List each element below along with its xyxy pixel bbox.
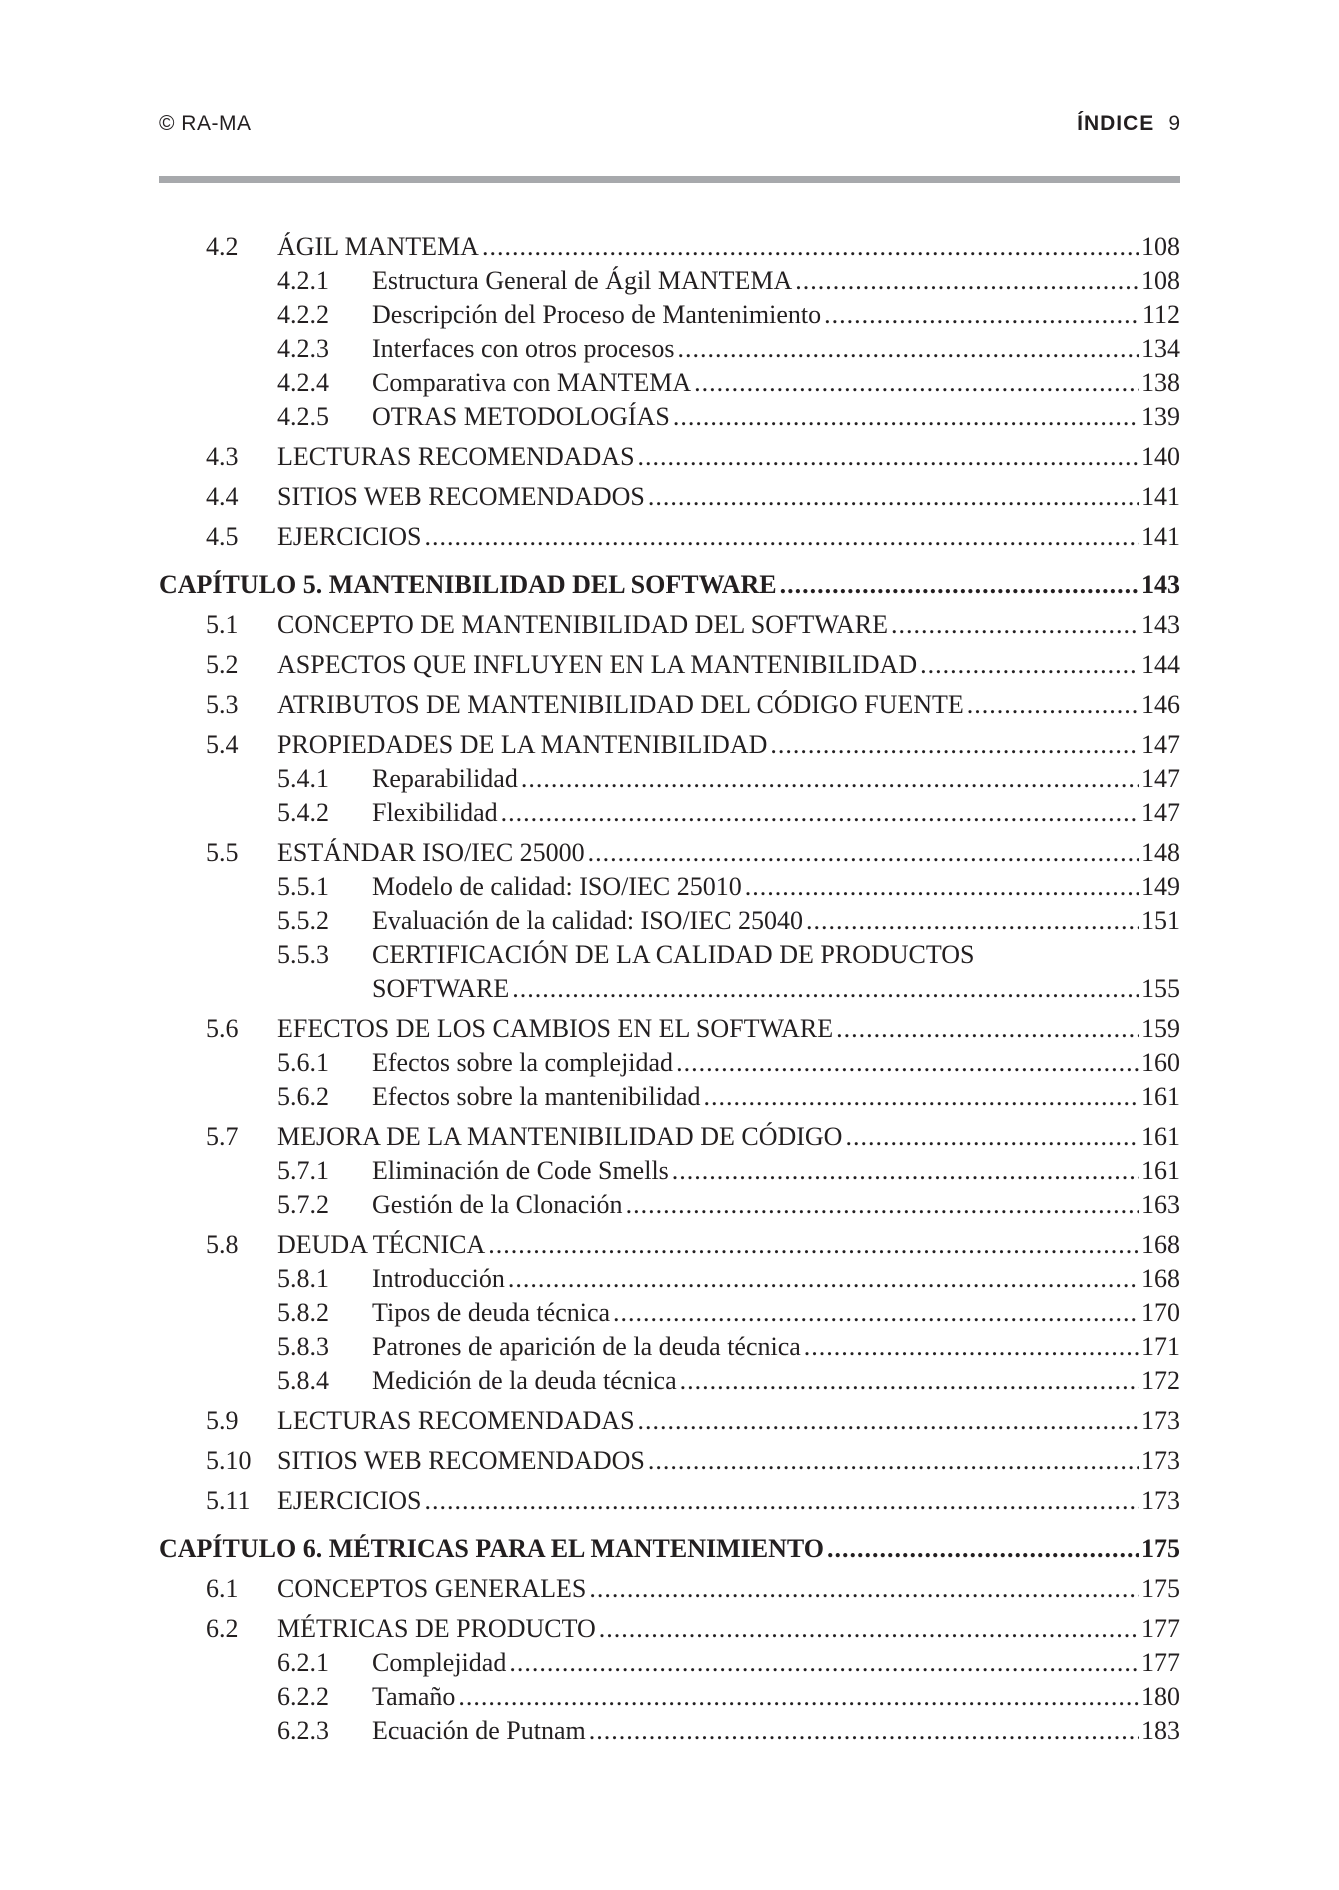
toc-entry-number: 5.1 bbox=[206, 610, 239, 639]
toc-entry-title: ASPECTOS QUE INFLUYEN EN LA MANTENIBILIDAD bbox=[277, 650, 918, 679]
toc-entry-title: ATRIBUTOS DE MANTENIBILIDAD DEL CÓDIGO FUENTE bbox=[277, 690, 964, 719]
toc-entry-number: 4.4 bbox=[206, 482, 239, 511]
dot-leader bbox=[967, 688, 1139, 722]
toc-entry-page: 177 bbox=[1141, 1648, 1180, 1677]
toc-entry-number: 5.7 bbox=[206, 1122, 239, 1151]
dot-leader bbox=[795, 264, 1139, 298]
dot-leader bbox=[704, 1080, 1139, 1114]
toc-entry-page: 108 bbox=[1141, 266, 1180, 295]
dot-leader bbox=[488, 1228, 1139, 1262]
toc-entry-number: 5.5.1 bbox=[277, 872, 329, 901]
toc-entry-title: Tipos de deuda técnica bbox=[372, 1298, 611, 1327]
toc-entry bbox=[159, 1154, 1180, 1188]
toc-entry-number: 4.2.2 bbox=[277, 300, 329, 329]
dot-leader bbox=[638, 440, 1139, 474]
toc-entry bbox=[159, 1646, 1180, 1680]
toc-entry-page: 173 bbox=[1141, 1406, 1180, 1435]
toc-entry bbox=[159, 870, 1180, 904]
toc-entry-number: 5.10 bbox=[206, 1446, 252, 1475]
toc-entry bbox=[159, 1444, 1180, 1478]
toc-entry bbox=[159, 1484, 1180, 1518]
toc-entry bbox=[159, 1120, 1180, 1154]
toc-entry-page: 170 bbox=[1141, 1298, 1180, 1327]
toc-entry-page: 171 bbox=[1141, 1332, 1180, 1361]
toc-entry-title: ESTÁNDAR ISO/IEC 25000 bbox=[277, 838, 585, 867]
toc-entry-number: 4.2.3 bbox=[277, 334, 329, 363]
toc-entry-page: 172 bbox=[1141, 1366, 1180, 1395]
dot-leader bbox=[804, 1330, 1139, 1364]
toc-entry-title: SITIOS WEB RECOMENDADOS bbox=[277, 1446, 645, 1475]
toc-entry-title: Interfaces con otros procesos bbox=[372, 334, 675, 363]
toc-entry-page: 147 bbox=[1141, 764, 1180, 793]
toc-entry bbox=[159, 762, 1180, 796]
dot-leader bbox=[824, 298, 1140, 332]
dot-leader bbox=[780, 568, 1139, 602]
toc-entry-number: 5.6 bbox=[206, 1014, 239, 1043]
toc-entry-title: LECTURAS RECOMENDADAS bbox=[277, 1406, 635, 1435]
toc-entry-number: 5.6.1 bbox=[277, 1048, 329, 1077]
dot-leader bbox=[827, 1532, 1139, 1566]
toc-entry-page: 151 bbox=[1141, 906, 1180, 935]
toc-entry-continuation bbox=[159, 972, 1180, 1006]
page-header bbox=[159, 112, 1180, 152]
running-head bbox=[1077, 112, 1180, 136]
toc-entry-page: 146 bbox=[1141, 690, 1180, 719]
toc-entry bbox=[159, 728, 1180, 762]
toc-entry-page: 138 bbox=[1141, 368, 1180, 397]
dot-leader bbox=[458, 1680, 1139, 1714]
toc-entry-number: 5.5.3 bbox=[277, 940, 329, 969]
dot-leader bbox=[676, 1046, 1139, 1080]
toc-entry-number: 6.2.1 bbox=[277, 1648, 329, 1677]
section-title: ÍNDICE bbox=[1077, 112, 1155, 135]
toc-entry bbox=[159, 1228, 1180, 1262]
toc-entry-number: 5.7.2 bbox=[277, 1190, 329, 1219]
toc-entry-title: DEUDA TÉCNICA bbox=[277, 1230, 486, 1259]
dot-leader bbox=[638, 1404, 1139, 1438]
dot-leader bbox=[648, 480, 1139, 514]
toc-entry-page: 149 bbox=[1141, 872, 1180, 901]
toc-entry-number: 5.8.4 bbox=[277, 1366, 329, 1395]
toc-entry-page: 139 bbox=[1141, 402, 1180, 431]
toc-entry-page: 144 bbox=[1141, 650, 1180, 679]
dot-leader bbox=[521, 762, 1139, 796]
toc-entry-page: 180 bbox=[1141, 1682, 1180, 1711]
toc-entry bbox=[159, 1364, 1180, 1398]
dot-leader bbox=[424, 1484, 1139, 1518]
toc-entry-title: EJERCICIOS bbox=[277, 522, 422, 551]
dot-leader bbox=[508, 1262, 1139, 1296]
toc-entry-page: 155 bbox=[1141, 974, 1180, 1003]
toc-entry-number: 6.1 bbox=[206, 1574, 239, 1603]
dot-leader bbox=[588, 836, 1139, 870]
toc-entry-number: 4.2.5 bbox=[277, 402, 329, 431]
toc-entry-title: MÉTRICAS DE PRODUCTO bbox=[277, 1614, 596, 1643]
toc-entry-page: 175 bbox=[1141, 1534, 1180, 1563]
page-number: 9 bbox=[1168, 112, 1180, 135]
toc-entry-number: 6.2.2 bbox=[277, 1682, 329, 1711]
toc-entry bbox=[159, 400, 1180, 434]
toc-entry-title-continued: SOFTWARE bbox=[372, 974, 510, 1003]
toc-entry bbox=[159, 938, 1180, 972]
toc-entry-title: LECTURAS RECOMENDADAS bbox=[277, 442, 635, 471]
dot-leader bbox=[482, 230, 1139, 264]
toc-entry-page: 161 bbox=[1141, 1082, 1180, 1111]
toc-entry-page: 143 bbox=[1141, 610, 1180, 639]
toc-entry-title: Ecuación de Putnam bbox=[372, 1716, 586, 1745]
toc-entry-title: Evaluación de la calidad: ISO/IEC 25040 bbox=[372, 906, 804, 935]
dot-leader bbox=[626, 1188, 1139, 1222]
toc-entry-title: Comparativa con MANTEMA bbox=[372, 368, 692, 397]
toc-entry-title: Efectos sobre la complejidad bbox=[372, 1048, 674, 1077]
toc-entry-title: Reparabilidad bbox=[372, 764, 518, 793]
dot-leader bbox=[599, 1612, 1139, 1646]
toc-entry-title: CONCEPTO DE MANTENIBILIDAD DEL SOFTWARE bbox=[277, 610, 888, 639]
toc-entry bbox=[159, 1612, 1180, 1646]
toc-entry-page: 143 bbox=[1141, 570, 1180, 599]
toc-entry-number: 5.4.2 bbox=[277, 798, 329, 827]
toc-entry-title: Patrones de aparición de la deuda técnica bbox=[372, 1332, 801, 1361]
toc-entry-number: 5.8.3 bbox=[277, 1332, 329, 1361]
toc-entry-title: Estructura General de Ágil MANTEMA bbox=[372, 266, 793, 295]
dot-leader bbox=[589, 1572, 1139, 1606]
toc-entry-title: Gestión de la Clonación bbox=[372, 1190, 623, 1219]
dot-leader bbox=[694, 366, 1139, 400]
toc-entry-title: SITIOS WEB RECOMENDADOS bbox=[277, 482, 645, 511]
toc-entry-title: PROPIEDADES DE LA MANTENIBILIDAD bbox=[277, 730, 768, 759]
toc-entry bbox=[159, 1046, 1180, 1080]
toc-entry-page: 141 bbox=[1141, 482, 1180, 511]
toc-entry-title: MEJORA DE LA MANTENIBILIDAD DE CÓDIGO bbox=[277, 1122, 843, 1151]
dot-leader bbox=[648, 1444, 1139, 1478]
toc-entry-page: 148 bbox=[1141, 838, 1180, 867]
toc-entry-number: 4.2.1 bbox=[277, 266, 329, 295]
toc-entry bbox=[159, 440, 1180, 474]
toc-entry-title: Complejidad bbox=[372, 1648, 507, 1677]
table-of-contents bbox=[159, 230, 1180, 1748]
toc-entry bbox=[159, 298, 1180, 332]
toc-entry-title: OTRAS METODOLOGÍAS bbox=[372, 402, 670, 431]
dot-leader bbox=[745, 870, 1139, 904]
toc-entry bbox=[159, 1012, 1180, 1046]
toc-entry-title: Medición de la deuda técnica bbox=[372, 1366, 677, 1395]
toc-entry-number: 5.11 bbox=[206, 1486, 251, 1515]
toc-entry bbox=[159, 836, 1180, 870]
toc-entry-number: 5.4 bbox=[206, 730, 239, 759]
toc-entry-number: 5.8 bbox=[206, 1230, 239, 1259]
dot-leader bbox=[589, 1714, 1139, 1748]
toc-entry-page: 177 bbox=[1141, 1614, 1180, 1643]
toc-entry bbox=[159, 332, 1180, 366]
dot-leader bbox=[673, 400, 1139, 434]
toc-entry-number: 4.5 bbox=[206, 522, 239, 551]
toc-entry-title: CAPÍTULO 5. MANTENIBILIDAD DEL SOFTWARE bbox=[159, 570, 777, 599]
toc-entry-page: 160 bbox=[1141, 1048, 1180, 1077]
toc-entry-page: 173 bbox=[1141, 1486, 1180, 1515]
toc-entry-page: 163 bbox=[1141, 1190, 1180, 1219]
dot-leader bbox=[680, 1364, 1139, 1398]
toc-entry-title: EFECTOS DE LOS CAMBIOS EN EL SOFTWARE bbox=[277, 1014, 834, 1043]
toc-entry-number: 6.2.3 bbox=[277, 1716, 329, 1745]
toc-entry-number: 5.9 bbox=[206, 1406, 239, 1435]
dot-leader bbox=[501, 796, 1139, 830]
toc-entry-title: CAPÍTULO 6. MÉTRICAS PARA EL MANTENIMIENTO bbox=[159, 1534, 825, 1563]
toc-entry-number: 4.2.4 bbox=[277, 368, 329, 397]
toc-entry bbox=[159, 1404, 1180, 1438]
toc-entry-number: 5.2 bbox=[206, 650, 239, 679]
dot-leader bbox=[509, 1646, 1139, 1680]
header-rule bbox=[159, 176, 1180, 183]
dot-leader bbox=[770, 728, 1139, 762]
toc-entry bbox=[159, 1330, 1180, 1364]
toc-entry-title: Efectos sobre la mantenibilidad bbox=[372, 1082, 701, 1111]
toc-entry-number: 5.8.1 bbox=[277, 1264, 329, 1293]
toc-entry-number: 5.7.1 bbox=[277, 1156, 329, 1185]
toc-entry bbox=[159, 520, 1180, 554]
toc-entry-page: 183 bbox=[1141, 1716, 1180, 1745]
toc-entry bbox=[159, 1188, 1180, 1222]
toc-entry-page: 161 bbox=[1141, 1156, 1180, 1185]
toc-entry-number: 5.3 bbox=[206, 690, 239, 719]
dot-leader bbox=[672, 1154, 1139, 1188]
toc-entry-title: CONCEPTOS GENERALES bbox=[277, 1574, 587, 1603]
dot-leader bbox=[613, 1296, 1139, 1330]
toc-entry bbox=[159, 366, 1180, 400]
toc-entry-page: 147 bbox=[1141, 730, 1180, 759]
toc-entry bbox=[159, 1262, 1180, 1296]
toc-entry bbox=[159, 688, 1180, 722]
toc-entry bbox=[159, 264, 1180, 298]
toc-entry-title: Eliminación de Code Smells bbox=[372, 1156, 669, 1185]
toc-entry-page: 140 bbox=[1141, 442, 1180, 471]
toc-entry bbox=[159, 1296, 1180, 1330]
toc-entry bbox=[159, 608, 1180, 642]
toc-entry-number: 5.5.2 bbox=[277, 906, 329, 935]
toc-entry-page: 112 bbox=[1141, 300, 1180, 329]
dot-leader bbox=[678, 332, 1140, 366]
toc-entry bbox=[159, 480, 1180, 514]
dot-leader bbox=[836, 1012, 1139, 1046]
toc-entry-number: 6.2 bbox=[206, 1614, 239, 1643]
publisher-copyright: © RA-MA bbox=[159, 112, 252, 135]
toc-entry-number: 4.3 bbox=[206, 442, 239, 471]
toc-entry-page: 147 bbox=[1141, 798, 1180, 827]
toc-entry-title: Flexibilidad bbox=[372, 798, 498, 827]
toc-entry-title: Descripción del Proceso de Mantenimiento bbox=[372, 300, 822, 329]
toc-entry-number: 4.2 bbox=[206, 232, 239, 261]
toc-entry-number: 5.4.1 bbox=[277, 764, 329, 793]
toc-entry bbox=[159, 1572, 1180, 1606]
toc-entry-title: ÁGIL MANTEMA bbox=[277, 232, 479, 261]
toc-entry-number: 5.8.2 bbox=[277, 1298, 329, 1327]
toc-entry bbox=[159, 796, 1180, 830]
toc-entry-page: 173 bbox=[1141, 1446, 1180, 1475]
toc-chapter-entry bbox=[159, 568, 1180, 602]
dot-leader bbox=[806, 904, 1139, 938]
toc-entry bbox=[159, 1080, 1180, 1114]
toc-entry-title: Tamaño bbox=[372, 1682, 456, 1711]
toc-entry-page: 175 bbox=[1141, 1574, 1180, 1603]
toc-entry-page: 168 bbox=[1141, 1264, 1180, 1293]
toc-entry-page: 168 bbox=[1141, 1230, 1180, 1259]
toc-entry-number: 5.5 bbox=[206, 838, 239, 867]
toc-chapter-entry bbox=[159, 1532, 1180, 1566]
toc-entry-title: Modelo de calidad: ISO/IEC 25010 bbox=[372, 872, 742, 901]
toc-entry-number: 5.6.2 bbox=[277, 1082, 329, 1111]
toc-entry-title: CERTIFICACIÓN DE LA CALIDAD DE PRODUCTOS bbox=[372, 940, 975, 969]
dot-leader bbox=[512, 972, 1139, 1006]
toc-entry bbox=[159, 648, 1180, 682]
dot-leader bbox=[891, 608, 1139, 642]
toc-entry bbox=[159, 1714, 1180, 1748]
toc-entry bbox=[159, 904, 1180, 938]
toc-entry-title: Introducción bbox=[372, 1264, 505, 1293]
dot-leader bbox=[920, 648, 1139, 682]
toc-entry-page: 134 bbox=[1141, 334, 1180, 363]
toc-entry-page: 141 bbox=[1141, 522, 1180, 551]
toc-entry-page: 108 bbox=[1141, 232, 1180, 261]
toc-entry-page: 159 bbox=[1141, 1014, 1180, 1043]
dot-leader bbox=[424, 520, 1139, 554]
dot-leader bbox=[845, 1120, 1139, 1154]
toc-entry bbox=[159, 1680, 1180, 1714]
toc-entry-page: 161 bbox=[1141, 1122, 1180, 1151]
toc-entry bbox=[159, 230, 1180, 264]
toc-entry-title: EJERCICIOS bbox=[277, 1486, 422, 1515]
